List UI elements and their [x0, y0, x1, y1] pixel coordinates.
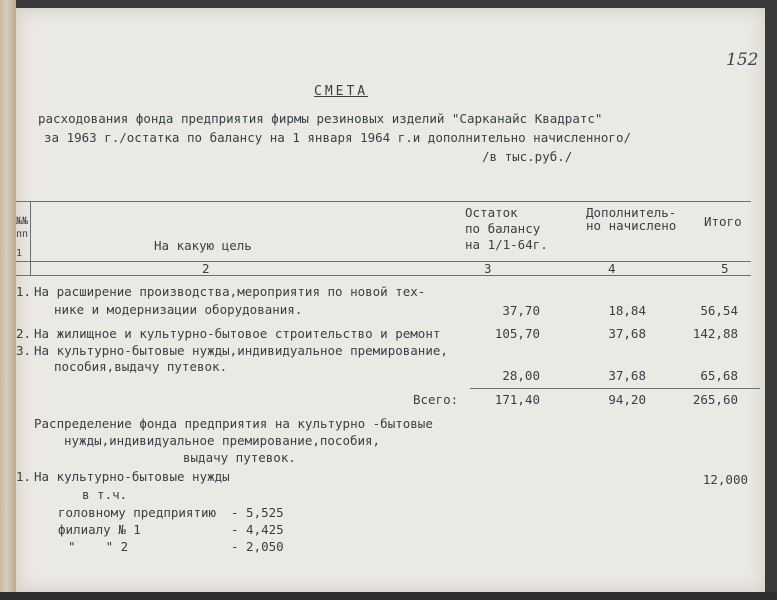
- header-balance-3: на 1/1-64г.: [465, 237, 548, 252]
- distribution-heading-1: Распределение фонда предприятия на культурно -бытовые: [34, 416, 433, 431]
- totals-rule: [470, 388, 760, 389]
- totals-label: Всего:: [413, 392, 459, 407]
- distribution-item-label: На культурно-бытовые нужды: [34, 469, 230, 484]
- row-1-balance: 37,70: [502, 303, 540, 318]
- breakdown-value-2: - 4,425: [231, 522, 284, 537]
- row-2-total: 142,88: [692, 326, 738, 341]
- breakdown-label-1: головному предприятию: [58, 505, 217, 520]
- distribution-including: в т.ч.: [82, 487, 128, 502]
- header-colnum-5: 5: [721, 261, 729, 276]
- binder-edge: [0, 0, 16, 600]
- number-column-divider: [30, 201, 31, 276]
- scanner-bottom-edge: [0, 592, 777, 600]
- row-1-purpose-1: На расширение производства,мероприятия по новой тех-: [34, 284, 426, 299]
- row-3-total: 65,68: [700, 368, 738, 383]
- header-bottom-rule: [16, 275, 751, 276]
- header-no-2: пп: [16, 229, 29, 240]
- table-top-rule: [16, 201, 751, 202]
- header-colnum-4: 4: [608, 261, 616, 276]
- totals-balance: 171,40: [494, 392, 540, 407]
- header-colnum-3: 3: [484, 261, 492, 276]
- header-no-1: №№: [16, 216, 29, 227]
- header-purpose: На какую цель: [154, 238, 252, 253]
- page-number: 152: [726, 50, 759, 70]
- document-page: [16, 8, 765, 592]
- header-numbers-rule: [16, 261, 751, 262]
- row-1-purpose-2: нике и модернизации оборудования.: [54, 302, 303, 317]
- row-3-no: 3.: [16, 343, 32, 358]
- breakdown-value-1: - 5,525: [231, 505, 284, 520]
- row-1-no: 1.: [16, 284, 32, 299]
- breakdown-label-3: " " 2: [68, 539, 129, 554]
- subtitle-line-1: расходования фонда предприятия фирмы резиновых изделий "Сарканайс Квадратс": [38, 111, 603, 126]
- distribution-item-no: 1.: [16, 469, 32, 484]
- row-2-no: 2.: [16, 326, 32, 341]
- row-3-purpose-1: На культурно-бытовые нужды,индивидуальное премирование,: [34, 343, 448, 358]
- distribution-heading-3: выдачу путевок.: [183, 450, 296, 465]
- row-1-additional: 18,84: [608, 303, 646, 318]
- header-colnum-2: 2: [202, 261, 210, 276]
- header-balance-2: по балансу: [465, 221, 541, 236]
- breakdown-value-3: - 2,050: [231, 539, 284, 554]
- row-2-additional: 37,68: [608, 326, 646, 341]
- header-no-3: 1: [16, 248, 23, 259]
- distribution-heading-2: нужды,индивидуальное премирование,пособия,: [64, 433, 381, 448]
- row-1-total: 56,54: [700, 303, 738, 318]
- row-3-purpose-2: пособия,выдачу путевок.: [54, 359, 228, 374]
- row-3-additional: 37,68: [608, 368, 646, 383]
- header-additional-2: но начислено: [586, 218, 677, 233]
- distribution-item-total: 12,000: [702, 472, 748, 487]
- breakdown-label-2: филиалу № 1: [58, 522, 141, 537]
- totals-total: 265,60: [692, 392, 738, 407]
- header-additional-1: Дополнитель-: [586, 205, 677, 220]
- totals-additional: 94,20: [608, 392, 646, 407]
- subtitle-line-2: за 1963 г./остатка по балансу на 1 января 1964 г.и дополнительно начисленного/: [44, 130, 631, 145]
- row-2-balance: 105,70: [494, 326, 540, 341]
- header-total: Итого: [704, 214, 742, 229]
- document-title: СМЕТА: [314, 84, 369, 99]
- row-2-purpose-1: На жилищное и культурно-бытовое строительство и ремонт: [34, 326, 441, 341]
- row-3-balance: 28,00: [502, 368, 540, 383]
- subtitle-line-3: /в тыс.руб./: [482, 149, 573, 164]
- header-balance-1: Остаток: [465, 205, 518, 220]
